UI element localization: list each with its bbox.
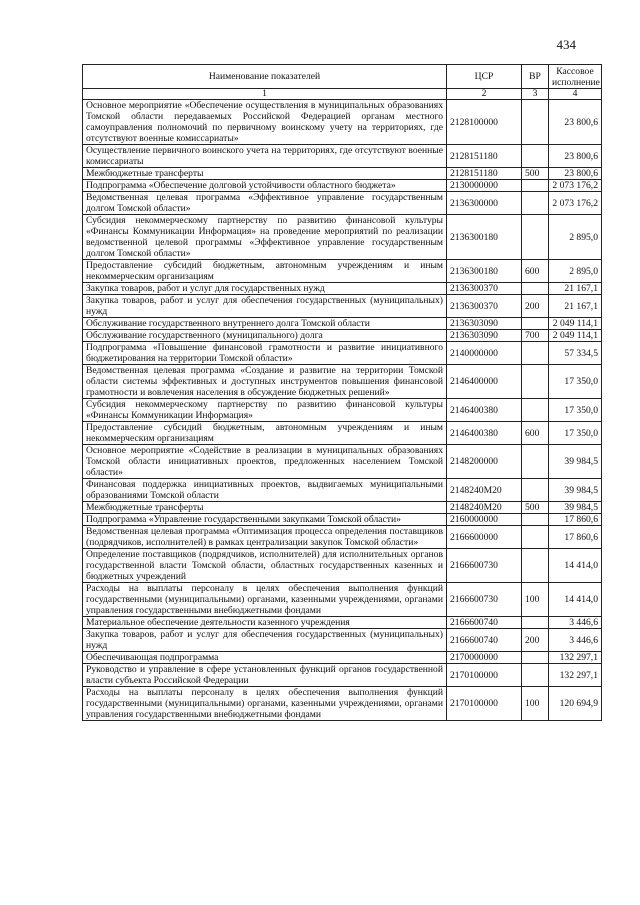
row-csr: 2166600000 [447, 526, 522, 549]
table-row [83, 664, 602, 687]
table-row [83, 365, 602, 399]
row-amount: 3 446,6 [549, 617, 602, 629]
row-vr: 500 [522, 502, 549, 514]
table-row [83, 180, 602, 192]
row-name: Руководство и управление в сфере установленных функций органов государственной власти субъекта Российской Федерации [83, 664, 447, 687]
row-csr: 2146400000 [447, 365, 522, 399]
row-amount: 17 860,6 [549, 526, 602, 549]
row-csr: 2166600730 [447, 583, 522, 617]
row-csr: 2128151180 [447, 168, 522, 180]
row-vr: 500 [522, 168, 549, 180]
row-name: Подпрограмма «Обеспечение долговой устойчивости областного бюджета» [83, 180, 447, 192]
row-vr [522, 100, 549, 145]
row-csr: 2130000000 [447, 180, 522, 192]
row-amount: 57 334,5 [549, 342, 602, 365]
table-row [83, 549, 602, 583]
row-csr: 2166600730 [447, 549, 522, 583]
row-name: Субсидия некоммерческому партнерству по развитию финансовой культуры «Финансы Коммуникации Информация» [83, 399, 447, 422]
row-name: Обеспечивающая подпрограмма [83, 652, 447, 664]
row-csr: 2140000000 [447, 342, 522, 365]
row-vr [522, 283, 549, 295]
row-amount: 2 895,0 [549, 260, 602, 283]
row-name: Ведомственная целевая программа «Эффективное управление государственным долгом Томской области» [83, 192, 447, 215]
row-vr: 200 [522, 295, 549, 318]
row-amount: 39 984,5 [549, 479, 602, 502]
row-csr: 2166600740 [447, 617, 522, 629]
table-row [83, 330, 602, 342]
row-name: Финансовая поддержка инициативных проектов, выдвигаемых муниципальными образованиями Томской области [83, 479, 447, 502]
row-csr: 2146400380 [447, 399, 522, 422]
row-name: Основное мероприятие «Обеспечение осуществления в муниципальных образованиях Томской области передаваемых Российской Федерацией органам местного самоуправления полномочий по первичному воинскому учету на территориях, где отсутствуют военные комиссариаты» [83, 100, 447, 145]
table-row [83, 479, 602, 502]
row-vr [522, 399, 549, 422]
row-vr [522, 318, 549, 330]
row-amount: 2 895,0 [549, 215, 602, 260]
header-csr: ЦСР [447, 65, 522, 89]
row-name: Предоставление субсидий бюджетным, автономным учреждениям и иным некоммерческим организациям [83, 422, 447, 445]
row-vr [522, 526, 549, 549]
column-number: 4 [549, 89, 602, 100]
row-vr: 200 [522, 629, 549, 652]
row-csr: 2160000000 [447, 514, 522, 526]
row-vr [522, 479, 549, 502]
row-vr: 700 [522, 330, 549, 342]
row-amount: 39 984,5 [549, 502, 602, 514]
column-number: 1 [83, 89, 447, 100]
row-amount: 2 073 176,2 [549, 180, 602, 192]
table-header-row [83, 65, 602, 89]
row-amount: 17 860,6 [549, 514, 602, 526]
row-name: Межбюджетные трансферты [83, 168, 447, 180]
row-name: Обслуживание государственного (муниципального) долга [83, 330, 447, 342]
row-csr: 2136303090 [447, 318, 522, 330]
column-number: 2 [447, 89, 522, 100]
table-body [83, 100, 602, 721]
row-name: Закупка товаров, работ и услуг для обеспечения государственных (муниципальных) нужд [83, 295, 447, 318]
table-row [83, 687, 602, 721]
row-vr: 100 [522, 687, 549, 721]
row-amount: 21 167,1 [549, 283, 602, 295]
row-vr [522, 445, 549, 479]
row-amount: 2 073 176,2 [549, 192, 602, 215]
row-vr: 100 [522, 583, 549, 617]
row-amount: 17 350,0 [549, 399, 602, 422]
row-name: Подпрограмма «Управление государственными закупками Томской области» [83, 514, 447, 526]
table-row [83, 583, 602, 617]
row-name: Ведомственная целевая программа «Создание и развитие на территории Томской области системы эффективных и доступных инструментов повышения финансовой грамотности и вовлечения населения в обсуждение бюджетных решений» [83, 365, 447, 399]
row-amount: 17 350,0 [549, 365, 602, 399]
row-vr: 600 [522, 260, 549, 283]
row-vr [522, 342, 549, 365]
row-name: Закупка товаров, работ и услуг для государственных нужд [83, 283, 447, 295]
row-csr: 2136300370 [447, 283, 522, 295]
row-csr: 2146400380 [447, 422, 522, 445]
row-csr: 2136300370 [447, 295, 522, 318]
table-row [83, 283, 602, 295]
row-vr [522, 145, 549, 168]
table-row [83, 526, 602, 549]
row-name: Определение поставщиков (подрядчиков, исполнителей) для исполнительных органов государственной власти Томской области, областных государственных казенных и бюджетных учреждений [83, 549, 447, 583]
row-amount: 14 414,0 [549, 549, 602, 583]
row-csr: 2128100000 [447, 100, 522, 145]
row-csr: 2128151180 [447, 145, 522, 168]
row-name: Субсидия некоммерческому партнерству по развитию финансовой культуры «Финансы Коммуникации Информация» на проведение мероприятий по реализации ведомственной целевой программы «Эффективное управление государственным долгом Томской области» [83, 215, 447, 260]
row-vr [522, 652, 549, 664]
row-amount: 2 049 114,1 [549, 330, 602, 342]
table-row [83, 295, 602, 318]
row-name: Материальное обеспечение деятельности казенного учреждения [83, 617, 447, 629]
row-vr [522, 215, 549, 260]
table-row [83, 260, 602, 283]
row-vr [522, 617, 549, 629]
table-row [83, 502, 602, 514]
row-amount: 17 350,0 [549, 422, 602, 445]
row-csr: 2166600740 [447, 629, 522, 652]
row-name: Ведомственная целевая программа «Оптимизация процесса определения поставщиков (подрядчиков, исполнителей) в рамках централизации закупок Томской области» [83, 526, 447, 549]
row-amount: 132 297,1 [549, 652, 602, 664]
table-row [83, 318, 602, 330]
row-amount: 120 694,9 [549, 687, 602, 721]
row-amount: 23 800,6 [549, 100, 602, 145]
row-name: Обслуживание государственного внутреннего долга Томской области [83, 318, 447, 330]
row-amount: 14 414,0 [549, 583, 602, 617]
table-row [83, 192, 602, 215]
row-vr [522, 192, 549, 215]
row-amount: 23 800,6 [549, 168, 602, 180]
table-row [83, 629, 602, 652]
row-csr: 2148200000 [447, 445, 522, 479]
row-amount: 21 167,1 [549, 295, 602, 318]
row-name: Межбюджетные трансферты [83, 502, 447, 514]
row-amount: 3 446,6 [549, 629, 602, 652]
row-csr: 2148240М20 [447, 502, 522, 514]
table-row [83, 422, 602, 445]
row-amount: 23 800,6 [549, 145, 602, 168]
row-amount: 39 984,5 [549, 445, 602, 479]
row-vr: 600 [522, 422, 549, 445]
row-name: Расходы на выплаты персоналу в целях обеспечения выполнения функций государственными (муниципальными) органами, казенными учреждениями, органами управления государственными внебюджетными фондами [83, 583, 447, 617]
table-row [83, 342, 602, 365]
table-row [83, 100, 602, 145]
row-csr: 2136303090 [447, 330, 522, 342]
table-row [83, 168, 602, 180]
row-name: Закупка товаров, работ и услуг для обеспечения государственных (муниципальных) нужд [83, 629, 447, 652]
column-number-row [83, 89, 602, 100]
table-row [83, 145, 602, 168]
row-name: Расходы на выплаты персоналу в целях обеспечения выполнения функций государственными (муниципальными) органами, казенными учреждениями, органами управления государственными внебюджетными фондами [83, 687, 447, 721]
page-number: 434 [556, 37, 576, 52]
row-csr: 2136300180 [447, 215, 522, 260]
row-vr [522, 365, 549, 399]
row-amount: 132 297,1 [549, 664, 602, 687]
row-vr [522, 514, 549, 526]
table-row [83, 445, 602, 479]
row-vr [522, 180, 549, 192]
row-csr: 2136300000 [447, 192, 522, 215]
header-vr: ВР [522, 65, 549, 89]
row-amount: 2 049 114,1 [549, 318, 602, 330]
header-amount: Кассовое исполнение [549, 65, 602, 89]
table-row [83, 399, 602, 422]
row-name: Предоставление субсидий бюджетным, автономным учреждениям и иным некоммерческим организациям [83, 260, 447, 283]
row-csr: 2170000000 [447, 652, 522, 664]
row-csr: 2170100000 [447, 664, 522, 687]
header-name: Наименование показателей [83, 65, 447, 89]
row-csr: 2136300180 [447, 260, 522, 283]
row-name: Подпрограмма «Повышение финансовой грамотности и развитие инициативного бюджетирования на территории Томской области» [83, 342, 447, 365]
row-vr [522, 664, 549, 687]
budget-execution-table [82, 64, 602, 721]
table-row [83, 652, 602, 664]
row-name: Осуществление первичного воинского учета на территориях, где отсутствуют военные комиссариаты [83, 145, 447, 168]
table-row [83, 514, 602, 526]
row-csr: 2148240М20 [447, 479, 522, 502]
row-csr: 2170100000 [447, 687, 522, 721]
column-number: 3 [522, 89, 549, 100]
row-vr [522, 549, 549, 583]
table-row [83, 617, 602, 629]
row-name: Основное мероприятие «Содействие в реализации в муниципальных образованиях Томской области инициативных проектов, предложенных населением Томской области» [83, 445, 447, 479]
table-row [83, 215, 602, 260]
